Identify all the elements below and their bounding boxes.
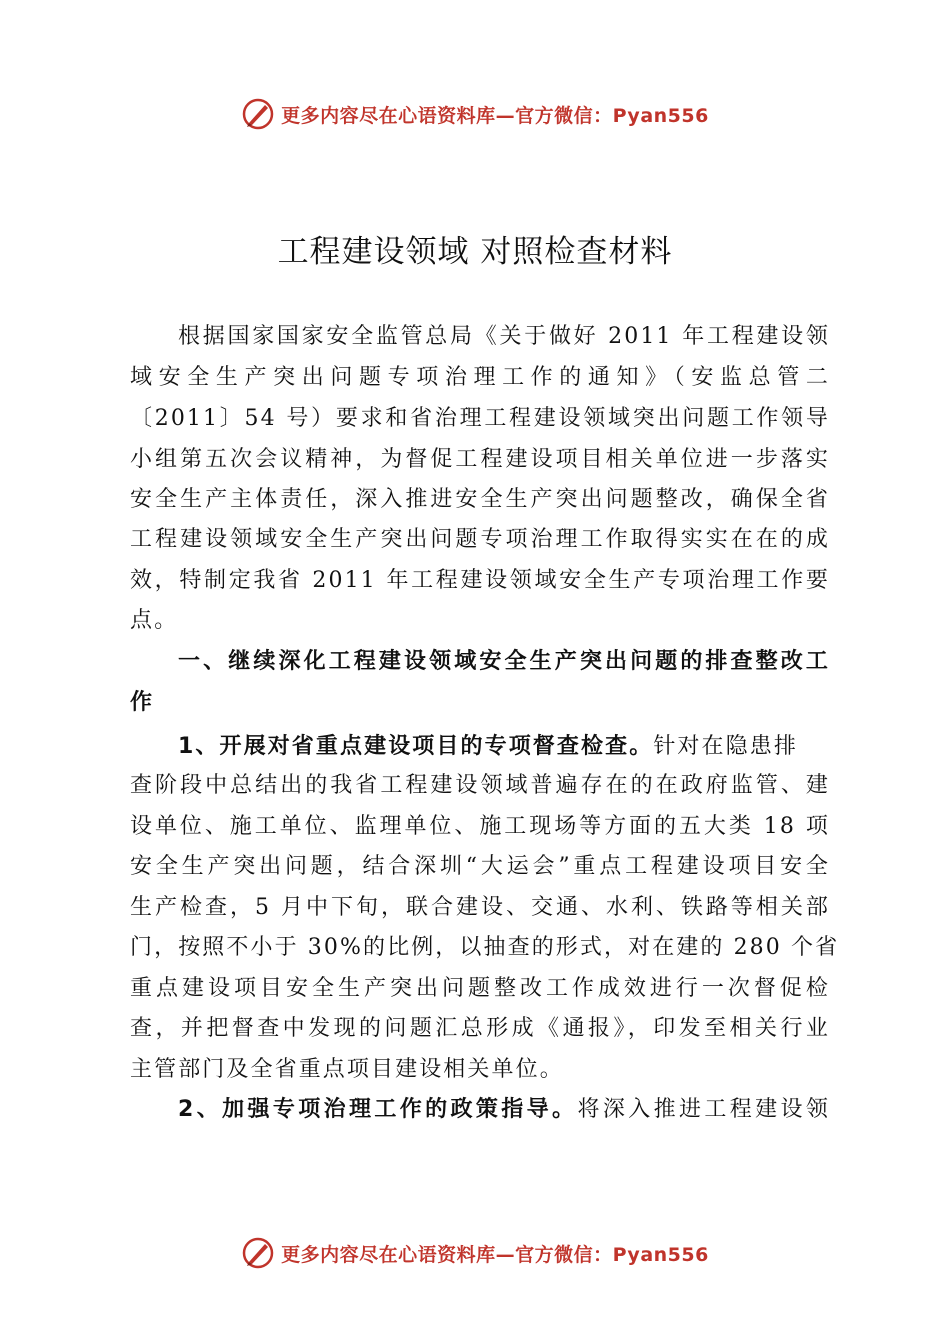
intro-line: 工程建设领域安全生产突出问题专项治理工作取得实实在在的成 — [130, 527, 830, 552]
item1-text: 针对在隐患排 — [653, 734, 798, 759]
intro-line: 域安全生产突出问题专项治理工作的通知》（安监总管二 — [130, 365, 830, 390]
header-banner — [0, 94, 950, 134]
item1-line: 重点建设项目安全生产突出问题整改工作成效进行一次督促检 — [130, 976, 830, 1001]
item1-line: 安全生产突出问题，结合深圳“大运会”重点工程建设项目安全 — [130, 854, 830, 879]
item2-heading: 2、加强专项治理工作的政策指导。 — [178, 1097, 578, 1122]
item1-heading: 1、开展对省重点建设项目的专项督查检查。 — [178, 734, 654, 759]
intro-line: 安全生产主体责任，深入推进安全生产突出问题整改，确保全省 — [130, 487, 830, 512]
item1-line: 设单位、施工单位、监理单位、施工现场等方面的五大类 18 项 — [130, 814, 830, 839]
section-heading: 一、继续深化工程建设领域安全生产突出问题的排查整改工 — [178, 649, 830, 674]
footer-banner — [0, 1233, 950, 1273]
banner-text: 更多内容尽在心语资料库—官方微信：Pyan556 — [281, 1243, 709, 1266]
section-heading-cont: 作 — [130, 690, 155, 715]
item1-line: 主管部门及全省重点项目建设相关单位。 — [130, 1057, 564, 1082]
banner-text: 更多内容尽在心语资料库—官方微信：Pyan556 — [281, 104, 709, 127]
intro-line: 根据国家国家安全监管总局《关于做好 2011 年工程建设领 — [178, 324, 830, 349]
item2-line — [178, 1095, 830, 1125]
item1-line: 查，并把督查中发现的问题汇总形成《通报》，印发至相关行业 — [130, 1016, 830, 1041]
item2-text: 将深入推进工程建设领 — [577, 1097, 830, 1122]
pen-logo-icon — [241, 1236, 275, 1270]
item1-line: 查阶段中总结出的我省工程建设领域普遍存在的在政府监管、建 — [130, 773, 830, 798]
page-title: 工程建设领域 对照检查材料 — [277, 234, 673, 270]
item1-first-line — [178, 732, 830, 762]
intro-line: 点。 — [130, 608, 179, 633]
pen-logo-icon — [241, 97, 275, 131]
intro-line: 〔2011〕54 号）要求和省治理工程建设领域突出问题工作领导 — [130, 406, 830, 431]
item1-line: 生产检查，5 月中下旬，联合建设、交通、水利、铁路等相关部 — [130, 895, 830, 920]
intro-line: 小组第五次会议精神，为督促工程建设项目相关单位进一步落实 — [130, 447, 830, 472]
item1-line: 门，按照不小于 30%的比例，以抽查的形式，对在建的 280 个省 — [130, 935, 840, 960]
intro-line: 效，特制定我省 2011 年工程建设领域安全生产专项治理工作要 — [130, 568, 830, 593]
